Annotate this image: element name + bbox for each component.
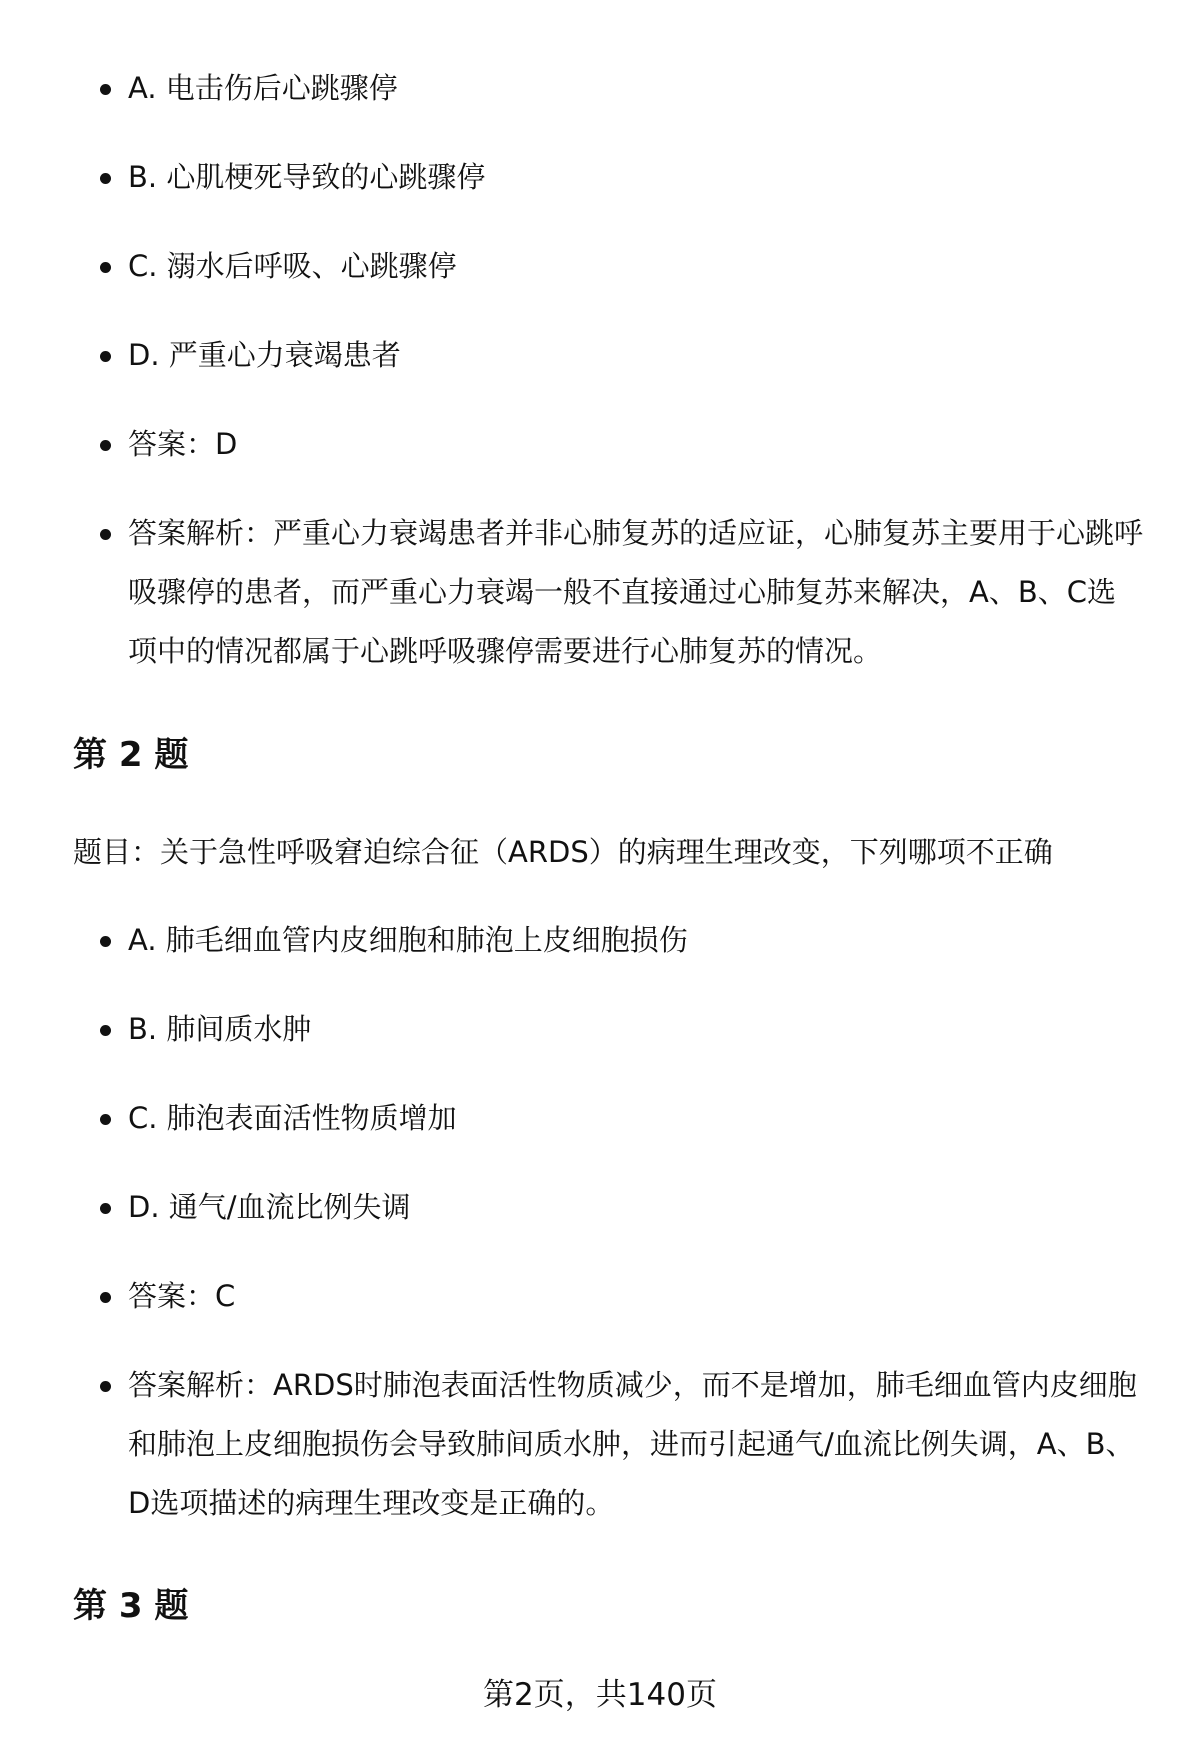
option-text: D. 通气/血流比例失调 — [128, 1190, 411, 1224]
bullet-icon — [100, 1203, 111, 1214]
bullet-icon — [100, 1114, 111, 1125]
option-text: A. 电击伤后心跳骤停 — [128, 71, 398, 105]
q2-option-d — [128, 1178, 1143, 1237]
q1-option-a — [128, 59, 1143, 118]
option-text: B. 心肌梗死导致的心跳骤停 — [128, 160, 486, 194]
q2-explanation — [128, 1356, 1143, 1533]
q1-explanation — [128, 504, 1143, 681]
bullet-icon — [100, 1381, 111, 1392]
q1-option-d — [128, 326, 1143, 385]
bullet-icon — [100, 1292, 111, 1303]
q2-answer — [128, 1267, 1143, 1326]
q3-heading: 第 3 题 — [73, 1586, 189, 1626]
q2-option-c — [128, 1089, 1143, 1148]
bullet-icon — [100, 529, 111, 540]
q2-question-text: 题目：关于急性呼吸窘迫综合征（ARDS）的病理生理改变，下列哪项不正确 — [73, 835, 1053, 869]
q1-answer — [128, 415, 1143, 474]
bullet-icon — [100, 351, 111, 362]
bullet-icon — [100, 84, 111, 95]
explanation-text: 答案解析：ARDS时肺泡表面活性物质减少，而不是增加，肺毛细血管内皮细胞和肺泡上皮细胞损伤会导致肺间质水肿，进而引起通气/血流比例失调，A、B、D选项描述的病理生理改变是正确的。 — [128, 1368, 1137, 1520]
option-text: A. 肺毛细血管内皮细胞和肺泡上皮细胞损伤 — [128, 923, 688, 957]
option-text: B. 肺间质水肿 — [128, 1012, 312, 1046]
answer-text: 答案：C — [128, 1279, 236, 1313]
option-text: C. 溺水后呼吸、心跳骤停 — [128, 249, 457, 283]
explanation-text: 答案解析：严重心力衰竭患者并非心肺复苏的适应证，心肺复苏主要用于心跳呼吸骤停的患者，而严重心力衰竭一般不直接通过心肺复苏来解决，A、B、C选项中的情况都属于心跳呼吸骤停需要进行心肺复苏的情况。 — [128, 516, 1144, 668]
bullet-icon — [100, 173, 111, 184]
bullet-icon — [100, 936, 111, 947]
option-text: C. 肺泡表面活性物质增加 — [128, 1101, 457, 1135]
bullet-icon — [100, 1025, 111, 1036]
page-number-footer: 第2页，共140页 — [483, 1677, 717, 1713]
answer-text: 答案：D — [128, 427, 238, 461]
q1-option-c — [128, 237, 1143, 296]
q1-option-b — [128, 148, 1143, 207]
bullet-icon — [100, 262, 111, 273]
q2-option-a — [128, 911, 1143, 970]
option-text: D. 严重心力衰竭患者 — [128, 338, 401, 372]
bullet-icon — [100, 440, 111, 451]
q2-heading: 第 2 题 — [73, 735, 189, 775]
q2-option-b — [128, 1000, 1143, 1059]
